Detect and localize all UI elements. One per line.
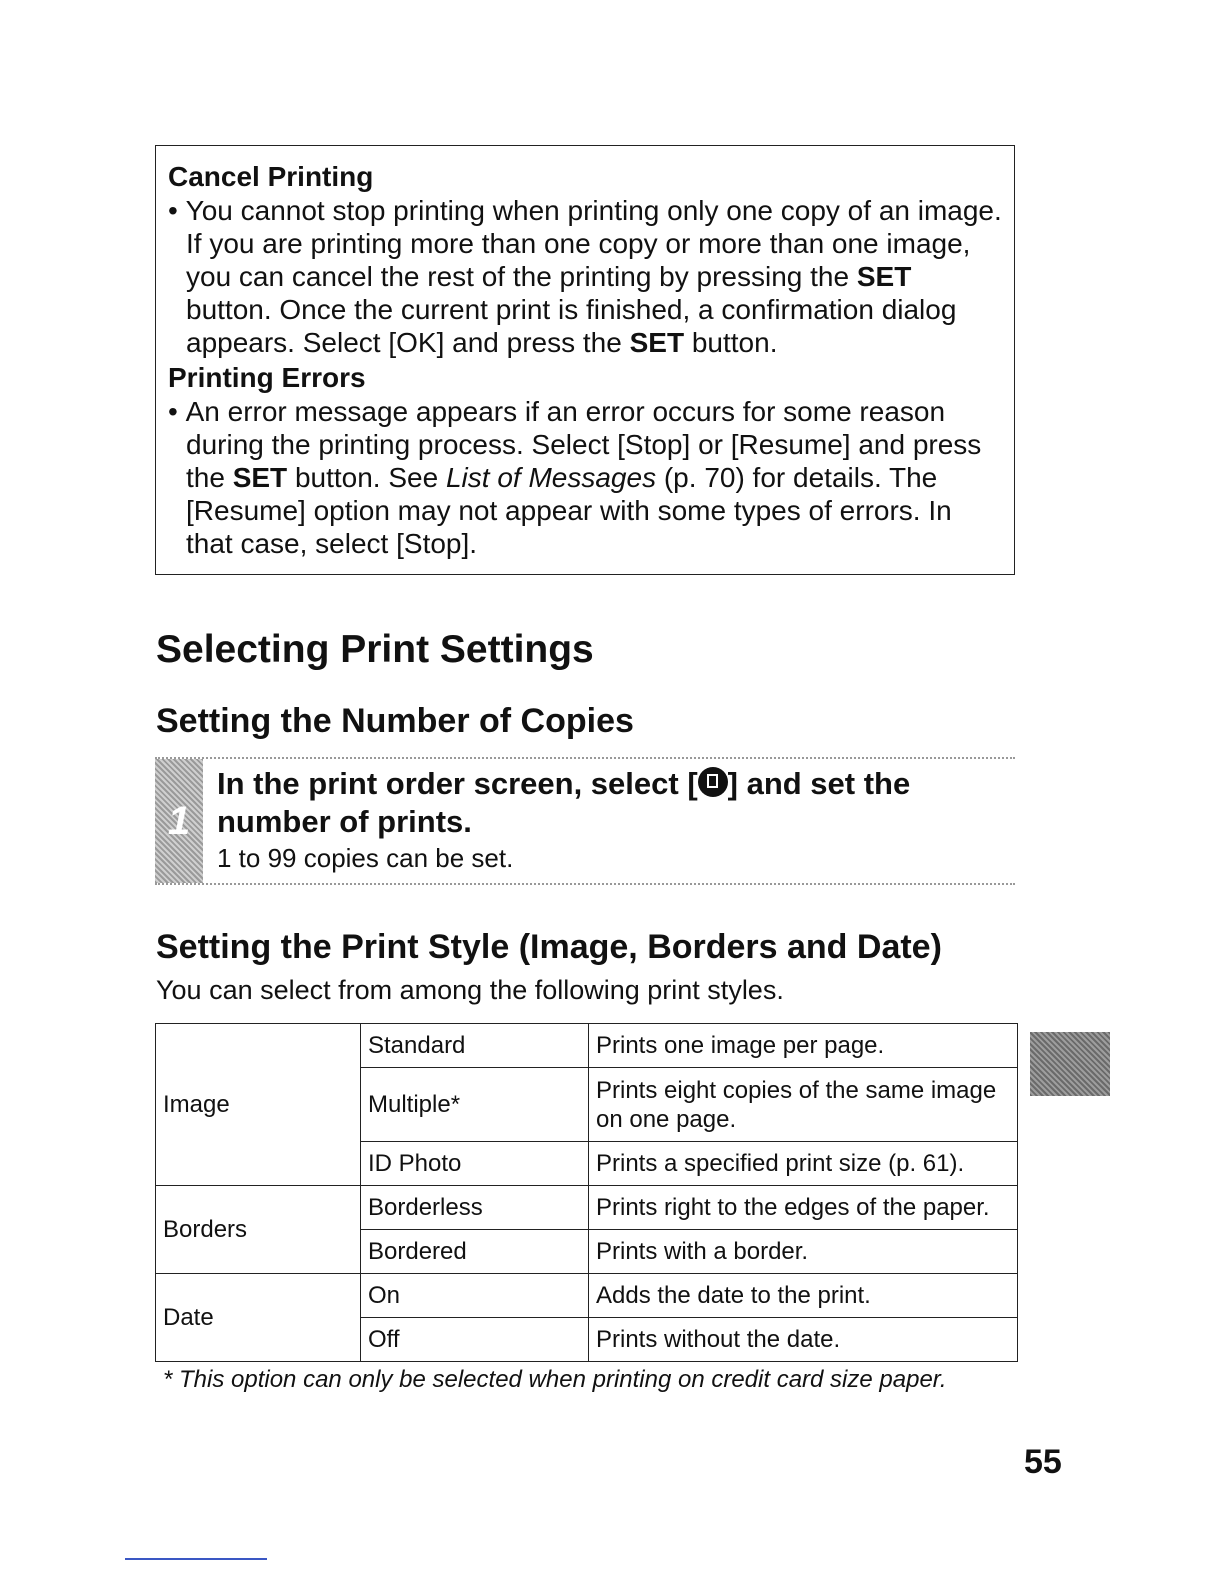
cancel-text-2: button. Once the current print is finished, a confirmation dialog appears. Select [OK] and press the	[186, 294, 957, 358]
print-style-table	[155, 1023, 1018, 1362]
description-cell: Adds the date to the print.	[589, 1274, 1018, 1318]
divider-line	[125, 1558, 267, 1560]
cancel-printing-item: • You cannot stop printing when printing only one copy of an image. If you are printing more than one copy or more than one image, you can cancel the rest of the printing by pressing the SET button. Once the current print is finished, a confirmation dialog appears. Select [OK] and press the SET button.	[168, 195, 1002, 358]
printing-errors-item: • An error message appears if an error occurs for some reason during the printing process. Select [Stop] or [Resume] and press the SET button. See List of Messages (p. 70) for details. The [Resume] option may not appear with some types of errors. In that case, select [Stop].	[168, 396, 982, 559]
errors-text-2: button. See	[287, 462, 446, 493]
step-title-part-2: ] and set the number of prints.	[217, 766, 911, 839]
printing-errors-heading: Printing Errors	[168, 362, 366, 393]
list-of-messages-ref: List of Messages	[445, 462, 657, 493]
category-image: Image	[156, 1024, 361, 1186]
set-button-ref: SET	[856, 261, 912, 292]
copies-heading: Setting the Number of Copies	[156, 702, 634, 740]
description-cell: Prints eight copies of the same image on one page.	[589, 1068, 1018, 1142]
step-box	[155, 757, 1015, 885]
section-title: Selecting Print Settings	[156, 628, 594, 671]
category-date: Date	[156, 1274, 361, 1362]
description-cell: Prints a specified print size (p. 61).	[589, 1142, 1018, 1186]
cancel-text-1: You cannot stop printing when printing only one copy of an image. If you are printing more than one copy or more than one image, you can cancel the rest of the printing by pressing the	[185, 195, 1002, 292]
step-title-part-1: In the print order screen, select [	[217, 766, 698, 801]
option-cell: ID Photo	[361, 1142, 589, 1186]
footnote: * This option can only be selected when printing on credit card size paper.	[163, 1366, 947, 1393]
step-title	[217, 765, 1015, 841]
description-cell: Prints one image per page.	[589, 1024, 1018, 1068]
set-button-ref: SET	[232, 462, 288, 493]
step-note: 1 to 99 copies can be set.	[217, 843, 514, 873]
set-button-ref: SET	[629, 327, 685, 358]
note-box	[155, 145, 1015, 575]
table-row	[156, 1024, 1018, 1068]
option-cell: On	[361, 1274, 589, 1318]
print-style-heading: Setting the Print Style (Image, Borders and Date)	[156, 928, 942, 966]
step-number: 1	[155, 759, 203, 883]
errors-text-1: An error message appears if an error occurs for some reason during the printing process. Select [Stop] or [Resume] and press the	[185, 396, 982, 493]
option-cell: Off	[361, 1318, 589, 1362]
page-number: 55	[1024, 1443, 1062, 1481]
table-row	[156, 1274, 1018, 1318]
description-cell: Prints right to the edges of the paper.	[589, 1186, 1018, 1230]
errors-text-3: (p. 70) for details. The [Resume] option may not appear with some types of errors. In that case, select [Stop].	[186, 462, 952, 559]
category-borders: Borders	[156, 1186, 361, 1274]
print-style-intro: You can select from among the following print styles.	[156, 975, 784, 1005]
option-cell: Standard	[361, 1024, 589, 1068]
option-cell: Borderless	[361, 1186, 589, 1230]
table-row	[156, 1186, 1018, 1230]
cancel-printing-heading: Cancel Printing	[168, 161, 374, 192]
copies-icon	[698, 767, 728, 797]
option-cell: Multiple*	[361, 1068, 589, 1142]
chapter-tab-marker	[1030, 1032, 1110, 1096]
description-cell: Prints with a border.	[589, 1230, 1018, 1274]
option-cell: Bordered	[361, 1230, 589, 1274]
cancel-text-3: button.	[684, 327, 778, 358]
description-cell: Prints without the date.	[589, 1318, 1018, 1362]
